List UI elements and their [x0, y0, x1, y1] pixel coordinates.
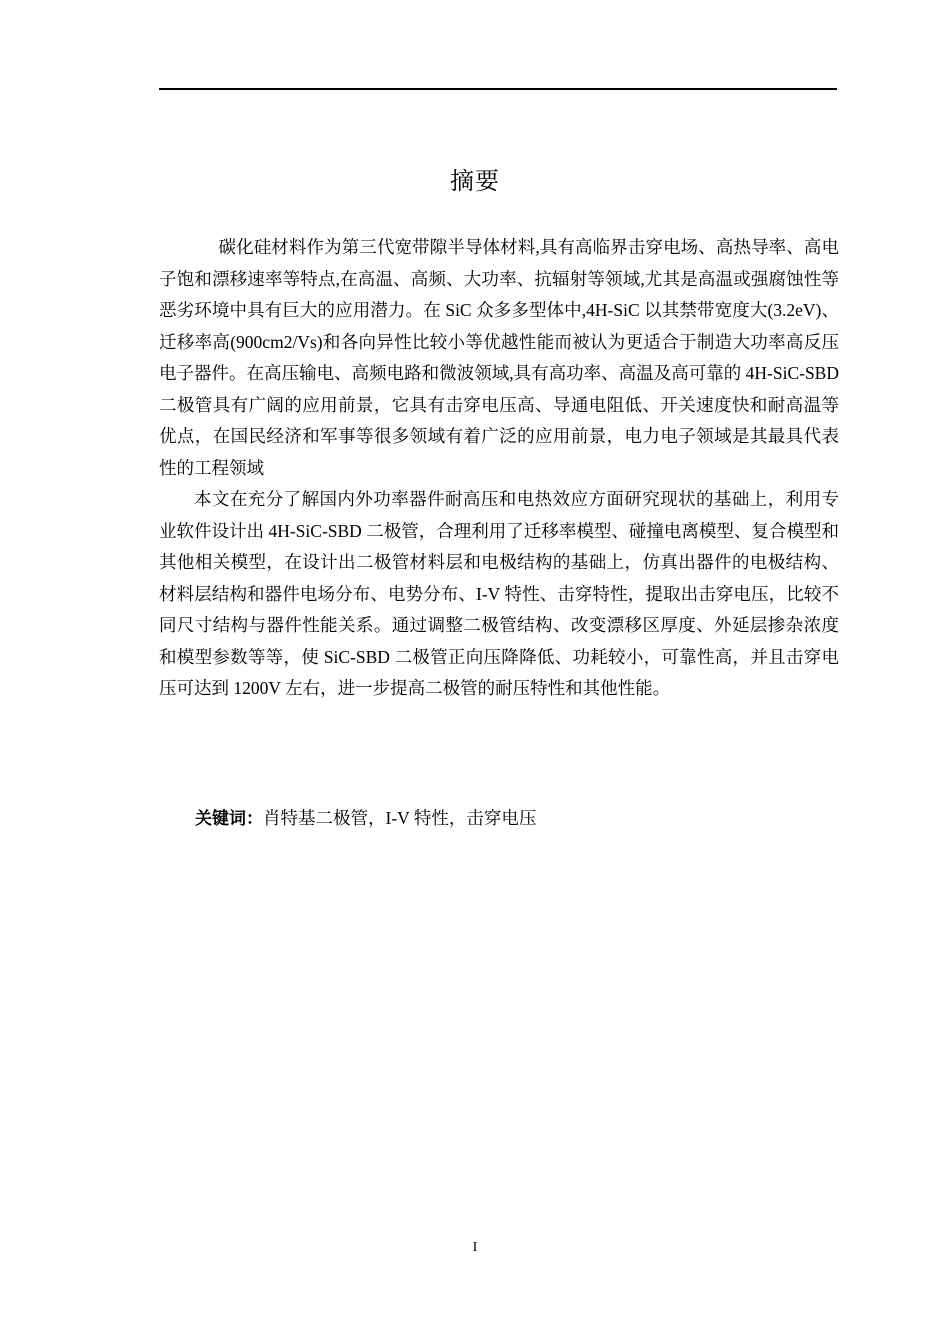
abstract-paragraph-2: 本文在充分了解国内外功率器件耐高压和电热效应方面研究现状的基础上，利用专业软件设计出 4H-SiC-SBD 二极管，合理利用了迁移率模型、碰撞电离模型、复合模型和其他相关模型，在设计出二极管材料层和电极结构的基础上，仿真出器件的电极结构、材料层结构和器件电场分布、电势分布、I-V 特性、击穿特性，提取出击穿电压，比较不同尺寸结构与器件性能关系。通过调整二极管结构、改变漂移区厚度、外延层掺杂浓度和模型参数等等，使 SiC-SBD 二极管正向压降降低、功耗较小，可靠性高，并且击穿电压可达到 1200V 左右，进一步提高二极管的耐压特性和其他性能。: [159, 489, 839, 698]
keywords-label: 关键词：: [195, 809, 263, 829]
page-number: I: [472, 1240, 478, 1255]
keywords-text: 肖特基二极管，I-V 特性，击穿电压: [263, 808, 537, 828]
abstract-body: [159, 232, 839, 705]
header-rule: [159, 88, 837, 90]
page-title: 摘要: [450, 167, 500, 195]
keywords-line: [195, 804, 536, 833]
abstract-paragraph-1: 碳化硅材料作为第三代宽带隙半导体材料,具有高临界击穿电场、高热导率、高电子饱和漂移速率等特点,在高温、高频、大功率、抗辐射等领域,尤其是高温或强腐蚀性等恶劣环境中具有巨大的应用潜力。在 SiC 众多多型体中,4H-SiC 以其禁带宽度大(3.2eV)、迁移率高(900cm2/Vs)和各向异性比较小等优越性能而被认为更适合于制造大功率高反压电子器件。在高压输电、高频电路和微波领域,具有高功率、高温及高可靠的 4H-SiC-SBD 二极管具有广阔的应用前景，它具有击穿电压高、导通电阻低、开关速度快和耐高温等优点，在国民经济和军事等很多领域有着广泛的应用前景，电力电子领域是其最具代表性的工程领域: [159, 237, 839, 478]
